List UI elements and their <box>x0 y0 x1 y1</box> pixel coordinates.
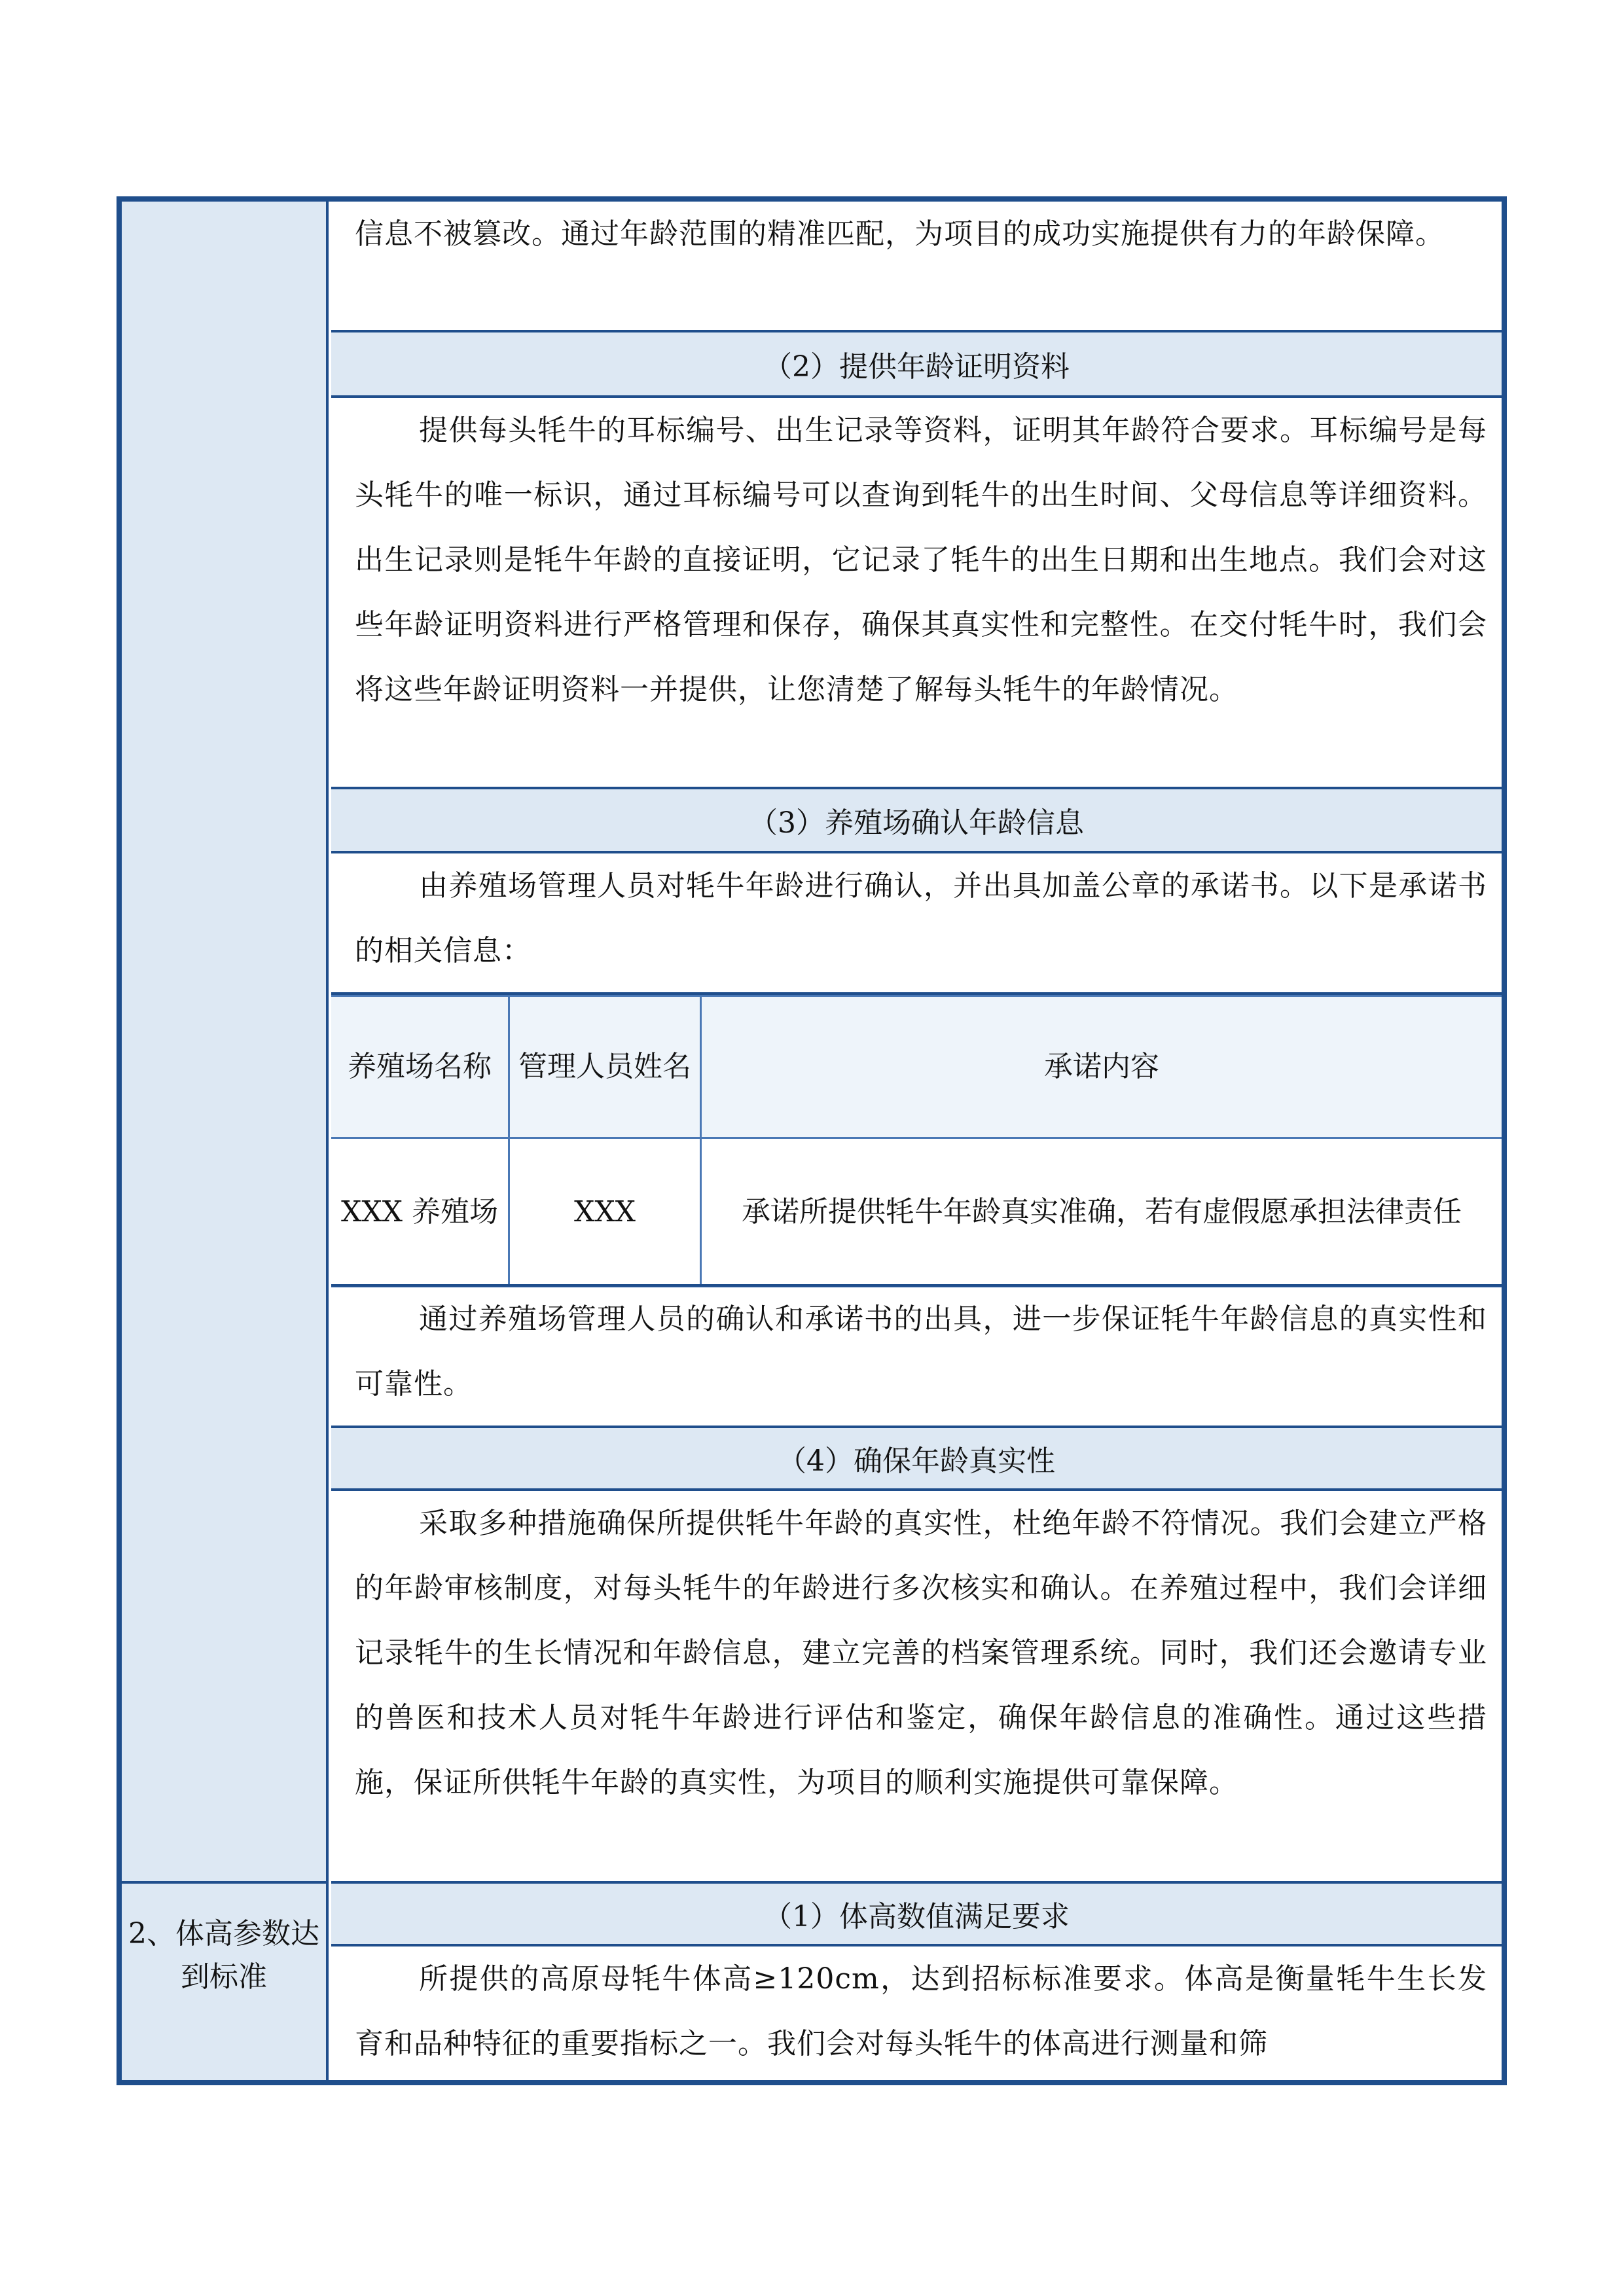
left-column-divider <box>122 1881 329 1884</box>
item2-paragraph: 所提供的高原母牦牛体高≥120cm，达到招标标准要求。体高是衡量牦牛生长发育和品种特征的重要指标之一。我们会对每头牦牛的体高进行测量和筛 <box>355 1962 1487 2060</box>
item2-label: 2、体高参数达到标准 <box>128 1917 319 1994</box>
cell-farm-name: XXX 养殖场 <box>331 1138 509 1287</box>
section-3-paragraph: 由养殖场管理人员对牦牛年龄进行确认，并出具加盖公章的承诺书。以下是承诺书的相关信息： <box>355 869 1487 967</box>
header-cell-manager-name: 管理人员姓名 <box>509 996 701 1138</box>
continuation-paragraph: 信息不被篡改。通过年龄范围的精准匹配，为项目的成功实施提供有力的年龄保障。 <box>355 217 1445 251</box>
section-2-paragraph: 提供每头牦牛的耳标编号、出生记录等资料，证明其年龄符合要求。耳标编号是每头牦牛的唯一标识，通过耳标编号可以查询到牦牛的出生时间、父母信息等详细资料。出生记录则是牦牛年龄的直接证明，它记录了牦牛的出生日期和出生地点。我们会对这些年龄证明资料进行严格管理和保存，确保其真实性和完整性。在交付牦牛时，我们会将这些年龄证明资料一并提供，让您清楚了解每头牦牛的年龄情况。 <box>355 414 1487 706</box>
commitment-table <box>331 995 1502 1287</box>
cell-commitment: 承诺所提供牦牛年龄真实准确，若有虚假愿承担法律责任 <box>701 1138 1502 1287</box>
header-cell-commitment: 承诺内容 <box>701 996 1502 1138</box>
item2-sub-header-1: （1）体高数值满足要求 <box>331 1884 1502 1944</box>
header-cell-farm-name: 养殖场名称 <box>331 996 509 1138</box>
section-4-paragraph: 采取多种措施确保所提供牦牛年龄的真实性，杜绝年龄不符情况。我们会建立严格的年龄审核制度，对每头牦牛的年龄进行多次核实和确认。在养殖过程中，我们会详细记录牦牛的生长情况和年龄信息，建立完善的档案管理系统。同时，我们还会邀请专业的兽医和技术人员对牦牛年龄进行评估和鉴定，确保年龄信息的准确性。通过这些措施，保证所供牦牛年龄的真实性，为项目的顺利实施提供可靠保障。 <box>355 1507 1487 1799</box>
main-table <box>117 196 1507 2085</box>
section-header-3: （3）养殖场确认年龄信息 <box>331 789 1502 851</box>
section-header-2: （2）提供年龄证明资料 <box>331 332 1502 395</box>
cell-manager-name: XXX <box>509 1138 701 1287</box>
left-category-column <box>122 202 329 2080</box>
table-row <box>331 1138 1502 1287</box>
section-header-4: （4）确保年龄真实性 <box>331 1428 1502 1488</box>
section-3-after-paragraph: 通过养殖场管理人员的确认和承诺书的出具，进一步保证牦牛年龄信息的真实性和可靠性。 <box>355 1302 1487 1401</box>
table-header-row <box>331 996 1502 1138</box>
